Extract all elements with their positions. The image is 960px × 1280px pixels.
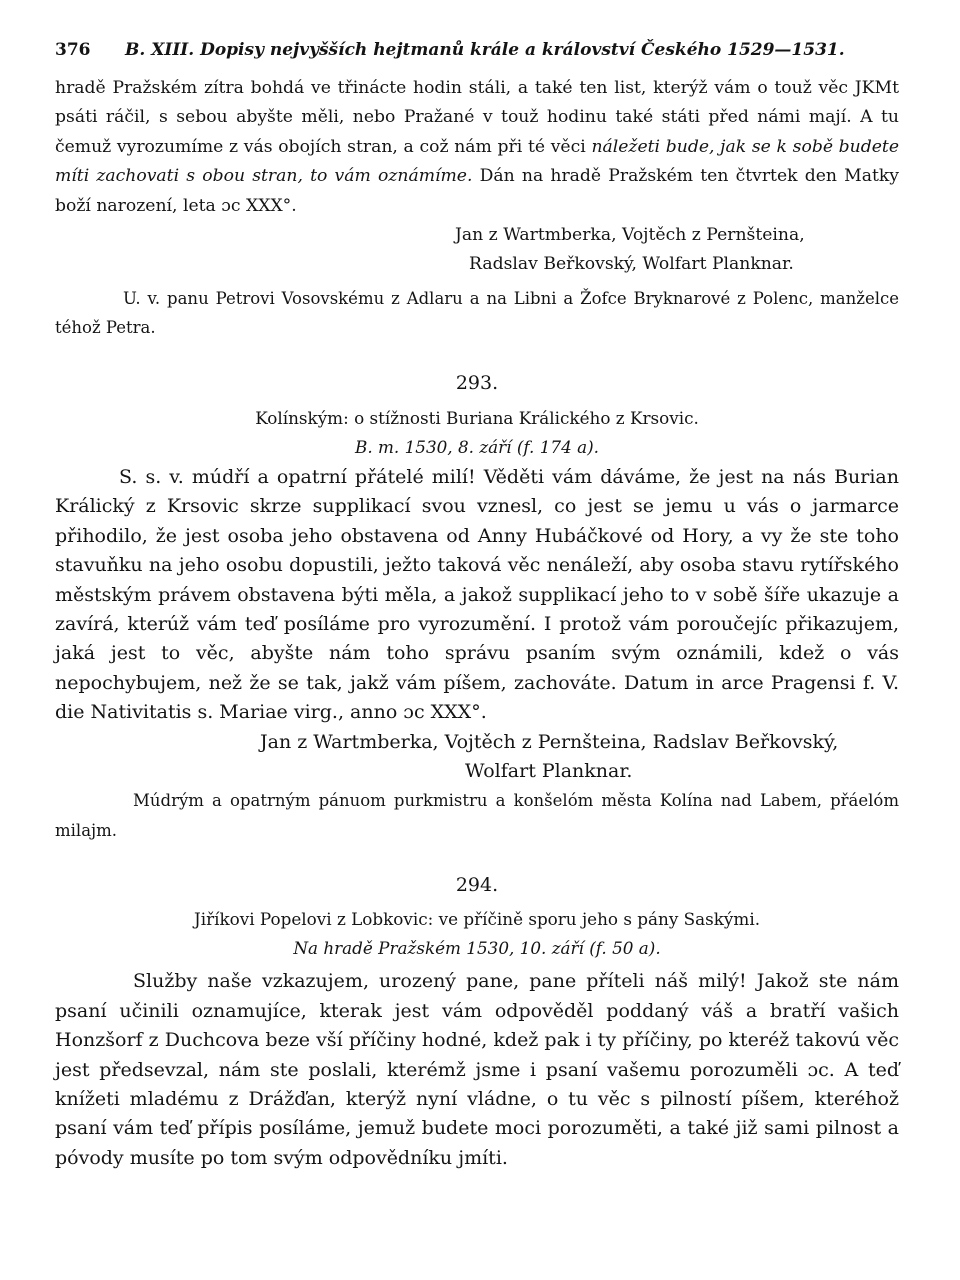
running-head <box>55 40 899 74</box>
running-title: B. XIII. Dopisy nejvyšších hejtmanů krále a království Českého 1529—1531. <box>125 40 845 60</box>
document-date: Na hradě Pražském 1530, 10. září (f. 50 a). <box>293 937 661 958</box>
previous-body-dated: Dán na hradě Pražském ten čtvrtek den Matky boží narození, leta ɔc XXX°. <box>55 166 900 216</box>
document-regest: Jiříkovi Popelovi z Lobkovic: ve příčině sporu jeho s pány Saskými. <box>193 908 761 929</box>
previous-address: U. v. panu Petrovi Vosovskému z Adlaru a na Libni a Žofce Bryknarové z Polenc, manželce téhož Petra. <box>55 288 899 338</box>
document-293 <box>55 369 899 846</box>
previous-document-body <box>55 74 899 221</box>
signature-line-2: Wolfart Planknar. <box>465 759 633 782</box>
document-regest: Kolínským: o stížnosti Buriana Králického z Krsovic. <box>255 408 699 429</box>
page-number: 376 <box>55 40 91 60</box>
document-number: 293. <box>455 371 499 394</box>
previous-signature-line-1: Jan z Wartmberka, Vojtěch z Pernšteina, <box>455 225 805 246</box>
document-signature <box>55 728 899 787</box>
document-address: Múdrým a opatrným pánuom purkmistru a konšelóm města Kolína nad Labem, přáelóm milajm. <box>55 791 899 840</box>
previous-body-italic: náležeti bude, jak se k sobě budete míti zachovati s obou stran, to vám oznámíme. <box>55 136 900 187</box>
document-body: Služby naše vzkazujem, urozený pane, pane příteli náš milý! Jakož ste nám psaní učinili oznamujíce, kterak jest vám odpověděl poddaný váš a bratří vašich Honzšorf z Duchcova beze vší příčiny hodné, kdež pak i ty příčiny, po kteréž takovú věc jest předsevzal, nám ste poslali, kterémž jsme i psaní vašemu porozuměli ɔc. A teď knížeti mladému z Drážďan, kterýž nyní vládne, o tu věc s pilností píšem, kteréhož psaní vám teď přípis posíláme, jemuž budete moci porozuměti, a také již sami pilnost a póvody musíte po tom svým odpovědníku jmíti. <box>55 970 899 1169</box>
signature-line-1: Jan z Wartmberka, Vojtěch z Pernšteina, Radslav Beřkovský, <box>260 730 839 753</box>
document-date: B. m. 1530, 8. září (f. 174 a). <box>355 437 599 458</box>
book-page <box>55 40 899 1173</box>
previous-body-upright: hradě Pražském zítra bohdá ve třinácte hodin stáli, a také ten list, kterýž vám o touž věc JKMt psáti ráčil, s sebou abyšte měli, nebo Pražané v touž hodinu také státi před námi mají. A tu čemuž vyrozumíme z vás obojích stran, a což nám při té věci <box>55 78 899 157</box>
previous-document-tail <box>55 74 899 221</box>
document-body: S. s. v. múdří a opatrní přátelé milí! Věděti vám dáváme, že jest na nás Burian Králický z Krsovic skrze supplikací svou vznesl, co jest se jemu u vás o jarmarce přihodilo, že jest osoba jeho obstavena od Anny Hubáčkové od Hory, a vy že ste toho stavuňku na jeho osobu dopustili, ježto taková věc nenáleží, aby osoba stavu rytířského městským právem obstavena býti měla, a jakož supplikací jeho to v sobě šíře ukazuje a zavírá, kterúž vám teď posíláme pro vyrozumění. I protož vám poroučejíc přikazujem, jaká jest to věc, abyšte nám toho správu psaním svým oznámili, kdež o vás nepochybujem, než že se tak, jakž vám píšem, zachováte. Datum in arce Pragensi f. V. die Nativitatis s. Mariae virg., anno ɔc XXX°. <box>55 465 899 724</box>
document-number: 294. <box>455 874 499 897</box>
previous-signature-line-2: Radslav Beřkovský, Wolfart Planknar. <box>469 254 794 275</box>
document-294 <box>55 871 899 1173</box>
